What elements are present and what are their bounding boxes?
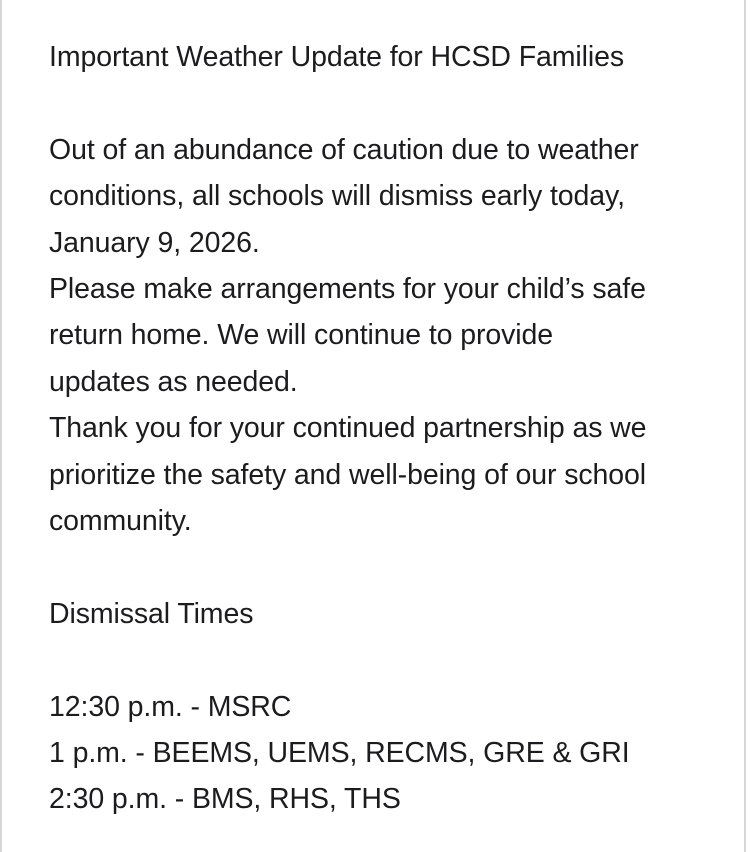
blank-line (49, 637, 719, 683)
body-line: Please make arrangements for your child’s safe (49, 273, 646, 306)
body-line: Out of an abundance of caution due to weather (49, 133, 639, 166)
dismissal-heading: Dismissal Times (49, 597, 254, 630)
schedule-item: 2:30 p.m. - BMS, RHS, THS (49, 783, 401, 816)
schedule-item: 12:30 p.m. - MSRC (49, 690, 292, 723)
message-body (49, 34, 719, 823)
schedule-item: 1 p.m. - BEEMS, UEMS, RECMS, GRE & GRI (49, 737, 630, 770)
body-line: updates as needed. (49, 365, 298, 398)
body-line: community. (49, 505, 192, 538)
blank-line (49, 544, 719, 590)
body-line: conditions, all schools will dismiss early today, (49, 180, 625, 213)
blank-line (49, 80, 719, 126)
body-line: prioritize the safety and well-being of our school (49, 458, 646, 491)
message-title: Important Weather Update for HCSD Families (49, 41, 624, 73)
body-line: return home. We will continue to provide (49, 319, 553, 352)
body-line: January 9, 2026. (49, 226, 260, 259)
body-line: Thank you for your continued partnership as we (49, 412, 647, 445)
